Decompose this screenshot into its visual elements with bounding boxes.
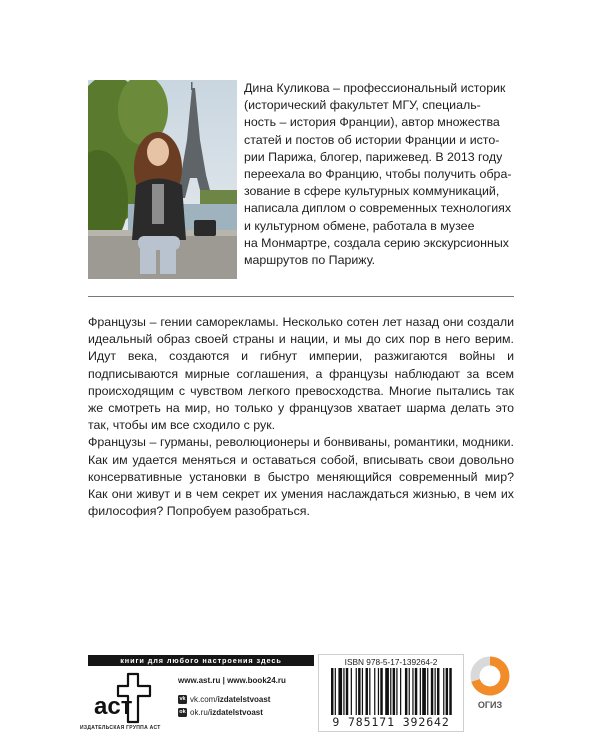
tagline-bar: книги для любого настроения здесь — [88, 655, 314, 666]
barcode-bar — [338, 668, 342, 715]
bio-line: и культурном обмене, работала в музее — [244, 218, 475, 233]
bio-line: переехала во Францию, чтобы получить обра- — [244, 167, 512, 182]
barcode-bar — [409, 668, 410, 715]
bio-line: написала диплом о современных технологиях — [244, 201, 512, 216]
bio-line: на Монмартре, создала серию экскурсионных — [244, 235, 509, 250]
barcode-bar — [385, 668, 389, 715]
barcode-bar — [390, 668, 391, 715]
author-photo — [88, 80, 237, 279]
ogiz-ring-icon — [466, 656, 514, 712]
barcode-bar — [378, 668, 379, 715]
publisher-websites[interactable]: www.ast.ru | www.book24.ru — [178, 676, 286, 685]
social-handle: izdatelstvoast — [217, 695, 271, 704]
description-paragraph: Французы – гении саморекламы. Несколько сотен лет назад они создали идеальный образ своей страны и нации, и мы до сих пор в него верим. Идут века, создаются и гибнут империи, разжигаются войны и подписываются мирные соглашения, а французы наблюдают за всем происходящим с чувством легкого превосходства. Многие пытались так же смотреть на мир, но только у французов хватает шарма делать это так, чтобы им все сходило с рук. — [88, 315, 514, 433]
imprint-text: ОГИЗ — [477, 700, 503, 710]
barcode-bar — [437, 668, 439, 715]
barcode-bar — [366, 668, 368, 715]
isbn-number: ISBN 978-5-17-139264-2 — [344, 657, 438, 667]
book-description — [88, 314, 514, 520]
barcode-bar — [393, 668, 395, 715]
barcode-bar — [356, 668, 357, 715]
logo-text: аст — [94, 693, 133, 720]
barcode-bar — [446, 668, 448, 715]
bio-line: (исторический факультет МГУ, специаль- — [244, 98, 481, 113]
barcode-digits: 9 785171 392642 — [332, 715, 450, 729]
social-handle: izdatelstvoast — [210, 708, 263, 717]
bio-line: Дина Куликова – профессиональный историк — [244, 81, 506, 95]
social-prefix: ok.ru/ — [190, 708, 211, 717]
barcode-bar — [346, 668, 348, 715]
woman-at-eiffel-tower-photo — [88, 80, 237, 279]
barcode-bar — [331, 668, 333, 715]
bio-line: зование в сфере культурных коммуникаций, — [244, 184, 500, 199]
barcode-bar — [443, 668, 444, 715]
barcode-bar — [351, 668, 352, 715]
barcode-bar — [431, 668, 433, 715]
barcode-bar — [343, 668, 344, 715]
barcode-bar — [369, 668, 370, 715]
barcode-bar — [415, 668, 417, 715]
social-prefix: vk.com/ — [190, 695, 218, 704]
author-bio — [244, 80, 514, 269]
publisher-group-label: ИЗДАТЕЛЬСКАЯ ГРУППА АСТ — [80, 725, 161, 731]
barcode-bar — [400, 668, 401, 715]
barcode-bar — [335, 668, 336, 715]
barcode-bar — [422, 668, 426, 715]
description-paragraph: Французы – гурманы, революционеры и бонвиваны, романтики, модники. Как им удается меняться и оставаться собой, вписывать свои довольно консервативные установки в быстро меняющийся современный мир? Как они живут и в чем секрет их умения наслаждаться жизнью, в чем их философия? Попробуем разобраться. — [88, 435, 514, 519]
ok-icon: ok — [179, 709, 186, 715]
barcode-bar — [412, 668, 413, 715]
barcode-bars-icon — [331, 668, 453, 715]
barcode-bar — [435, 668, 436, 715]
barcode-bar — [396, 668, 397, 715]
barcode-bar — [427, 668, 428, 715]
section-divider — [88, 296, 514, 297]
barcode-bar — [380, 668, 382, 715]
bio-line: статей и постов об истории Франции и исто- — [244, 132, 500, 147]
publisher-logo — [90, 672, 152, 724]
barcode-bar — [374, 668, 375, 715]
social-link-vk[interactable] — [178, 693, 308, 706]
barcode-bar — [420, 668, 421, 715]
barcode-bar — [358, 668, 360, 715]
barcode-panel — [318, 654, 464, 732]
barcode-bar — [405, 668, 407, 715]
social-link-ok[interactable] — [178, 706, 308, 719]
ast-logo-icon — [90, 672, 152, 724]
barcode-bar — [362, 668, 363, 715]
bio-line: рии Парижа, блогер, парижевед. В 2013 году — [244, 149, 503, 164]
bio-line: маршрутов по Парижу. — [244, 253, 376, 268]
social-links — [178, 693, 308, 719]
bio-line: ность – история Франции), автор множества — [244, 115, 500, 130]
barcode-bar — [449, 668, 451, 715]
vk-icon: vk — [179, 696, 186, 702]
imprint-logo — [466, 656, 514, 712]
